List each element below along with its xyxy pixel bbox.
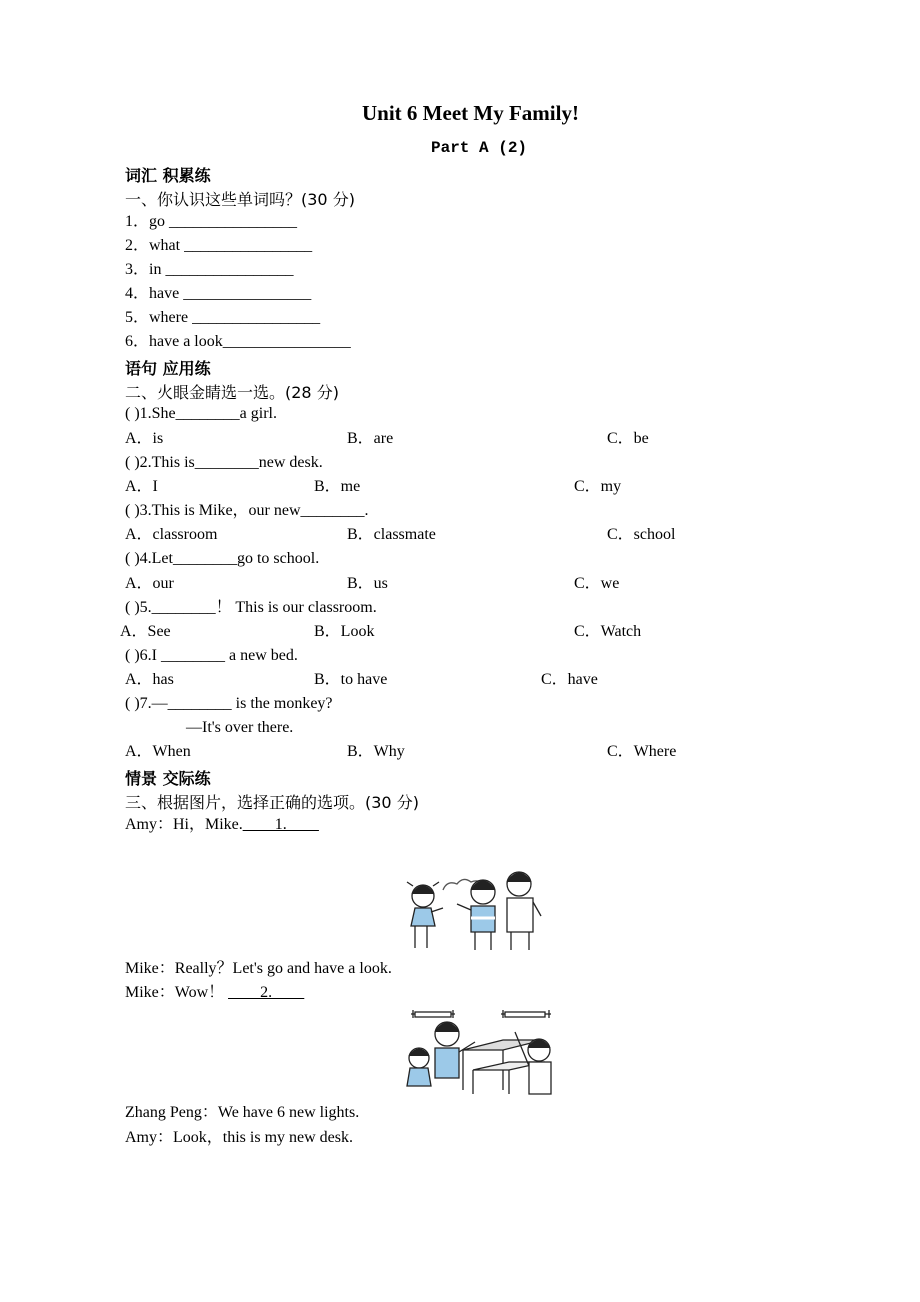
question-stem: ( )7.—________ is the monkey? <box>125 695 333 712</box>
question-stem-reply: —It's over there. <box>186 719 294 736</box>
vocab-item: 5．where ________________ <box>125 309 321 326</box>
dialogue-line <box>125 815 319 835</box>
q2-heading: 二、火眼金睛选一选。(28 分) <box>125 383 339 402</box>
q3-heading: 三、根据图片，选择正确的选项。(30 分) <box>125 793 419 812</box>
vocab-item: 1．go ________________ <box>125 213 298 230</box>
dialogue-line <box>125 983 304 1003</box>
option-b: B．classmate <box>347 526 436 543</box>
page-title: Unit 6 Meet My Family! <box>362 101 579 125</box>
question-stem: ( )5.________！ This is our classroom. <box>125 599 377 616</box>
option-a: A．is <box>125 430 164 447</box>
speaker-line: Amy：Hi，Mike. <box>125 816 243 833</box>
option-c: C．Watch <box>574 623 642 640</box>
option-c: C．be <box>607 430 649 447</box>
vocab-item: 4．have ________________ <box>125 285 312 302</box>
option-a: A．When <box>125 743 191 760</box>
vocab-item: 3．in ________________ <box>125 261 294 278</box>
option-c: C．Where <box>607 743 677 760</box>
option-a: A．See <box>120 623 171 640</box>
vocab-item: 2．what ________________ <box>125 237 313 254</box>
option-b: B．us <box>347 575 388 592</box>
option-c: C．school <box>607 526 676 543</box>
speaker-line: Mike：Wow！ <box>125 984 229 1001</box>
scene-heading: 情景 交际练 <box>125 769 211 788</box>
question-stem: ( )4.Let________go to school. <box>125 550 320 567</box>
question-stem: ( )1.She________a girl. <box>125 405 277 422</box>
dialogue-line: Amy：Look，this is my new desk. <box>125 1129 353 1146</box>
option-b: B．to have <box>314 671 388 688</box>
option-c: C．have <box>541 671 598 688</box>
answer-blank: ____2.____ <box>228 984 305 1001</box>
option-a: A．our <box>125 575 174 592</box>
question-stem: ( )2.This is________new desk. <box>125 454 323 471</box>
question-stem: ( )6.I ________ a new bed. <box>125 647 298 664</box>
dialogue-line: Zhang Peng：We have 6 new lights. <box>125 1104 360 1121</box>
option-a: A．has <box>125 671 174 688</box>
option-a: A．classroom <box>125 526 218 543</box>
q1-heading: 一、你认识这些单词吗？(30 分) <box>125 190 355 209</box>
classroom-illustration-2 <box>393 1006 563 1098</box>
answer-blank: ____1.____ <box>242 816 319 833</box>
vocab-item: 6．have a look________________ <box>125 333 351 350</box>
option-c: C．we <box>574 575 620 592</box>
option-b: B．me <box>314 478 361 495</box>
page-subtitle: Part A (2) <box>431 139 528 157</box>
vocab-heading: 词汇 积累练 <box>125 166 211 185</box>
option-b: B．Why <box>347 743 405 760</box>
option-a: A．I <box>125 478 158 495</box>
option-b: B．Look <box>314 623 375 640</box>
option-b: B．are <box>347 430 394 447</box>
question-stem: ( )3.This is Mike，our new________. <box>125 502 369 519</box>
dialogue-line: Mike：Really？Let's go and have a look. <box>125 960 392 977</box>
children-illustration-1 <box>405 862 551 954</box>
sentence-heading: 语句 应用练 <box>125 359 211 378</box>
option-c: C．my <box>574 478 622 495</box>
